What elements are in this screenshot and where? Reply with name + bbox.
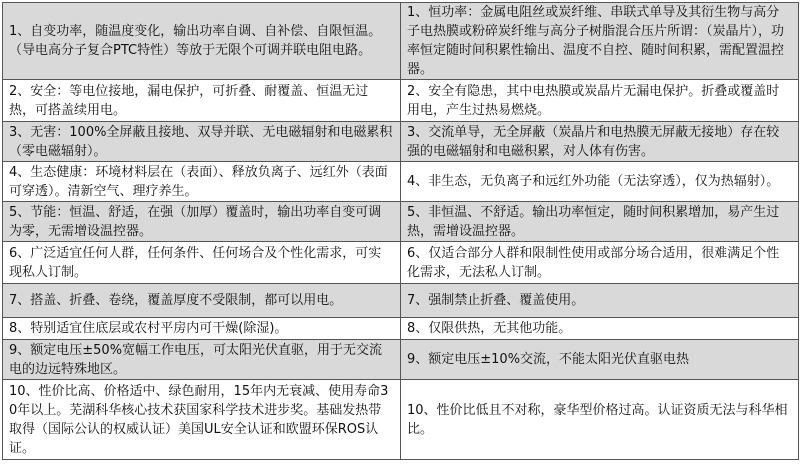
right-cell: 10、性价比低且不对称，豪华型价格过高。认证资质无法与科华相比。 — [401, 380, 799, 460]
right-cell: 6、仅适合部分人群和限制性使用或部分场合适用，很难满足个性化需求，无法私人订制。 — [401, 242, 799, 284]
right-cell: 3、交流单导，无全屏蔽（炭晶片和电热膜无屏蔽无接地）存在较强的电磁辐射和电磁积累，对人体有伤害。 — [401, 122, 799, 162]
comparison-table — [2, 2, 799, 460]
table-row — [3, 284, 799, 318]
table-row — [3, 242, 799, 284]
left-cell: 5、节能：恒温、舒适，在强（加厚）覆盖时，输出功率自变可调为零，无需增设温控器。 — [3, 202, 401, 242]
table-row — [3, 122, 799, 162]
right-cell: 1、恒功率：金属电阻丝或炭纤维、串联式单导及其衍生物与高分子电热膜或粉碎炭纤维与高分子树脂混合压片所谓：（炭晶片），功率恒定随时间积累性输出、温度不自控、随时间积累，需配置温控器。 — [401, 3, 799, 80]
right-cell: 7、强制禁止折叠、覆盖使用。 — [401, 284, 799, 318]
right-cell: 2、安全有隐患，其中电热膜或炭晶片无漏电保护。折叠或覆盖时用电，产生过热易燃烧。 — [401, 80, 799, 122]
table-row — [3, 3, 799, 80]
right-cell: 5、非恒温、不舒适。输出功率恒定，随时间积累增加，易产生过热，需增设温控器。 — [401, 202, 799, 242]
left-cell: 8、特别适宜住底层或农村平房内可干燥(除湿)。 — [3, 318, 401, 340]
left-cell: 3、无害：100%全屏蔽且接地、双导并联、无电磁辐射和电磁累积（零电磁辐射）。 — [3, 122, 401, 162]
right-cell: 4、非生态，无负离子和远红外功能（无法穿透），仅为热辐射）。 — [401, 162, 799, 202]
left-cell: 9、额定电压±50%宽幅工作电压，可太阳光伏直驱，用于无交流电的边远特殊地区。 — [3, 340, 401, 380]
table-row — [3, 202, 799, 242]
left-cell: 1、自变功率，随温度变化，输出功率自调、自补偿、自限恒温。（导电高分子复合PTC特性）等放于无限个可调并联电阻电路。 — [3, 3, 401, 80]
table-row — [3, 80, 799, 122]
left-cell: 7、搭盖、折叠、卷绕，覆盖厚度不受限制，都可以用电。 — [3, 284, 401, 318]
left-cell: 4、生态健康：环境材料层在（表面）、释放负离子、远红外（表面可穿透）。清新空气、理疗养生。 — [3, 162, 401, 202]
left-cell: 10、性价比高、价格适中、绿色耐用，15年内无衰减、使用寿命30年以上。芜湖科华核心技术获国家科学技术进步奖。基础发热带取得（国际公认的权威认证）美国UL安全认证和欧盟环保ROS认证。 — [3, 380, 401, 460]
right-cell: 9、额定电压±10%交流，不能太阳光伏直驱电热 — [401, 340, 799, 380]
table-row — [3, 380, 799, 460]
right-cell: 8、仅限供热，无其他功能。 — [401, 318, 799, 340]
left-cell: 6、广泛适宜任何人群，任何条件、任何场合及个性化需求，可实现私人订制。 — [3, 242, 401, 284]
table-row — [3, 318, 799, 340]
left-cell: 2、安全：等电位接地，漏电保护，可折叠、耐覆盖、恒温无过热，可搭盖续用电。 — [3, 80, 401, 122]
table-row — [3, 340, 799, 380]
table-row — [3, 162, 799, 202]
